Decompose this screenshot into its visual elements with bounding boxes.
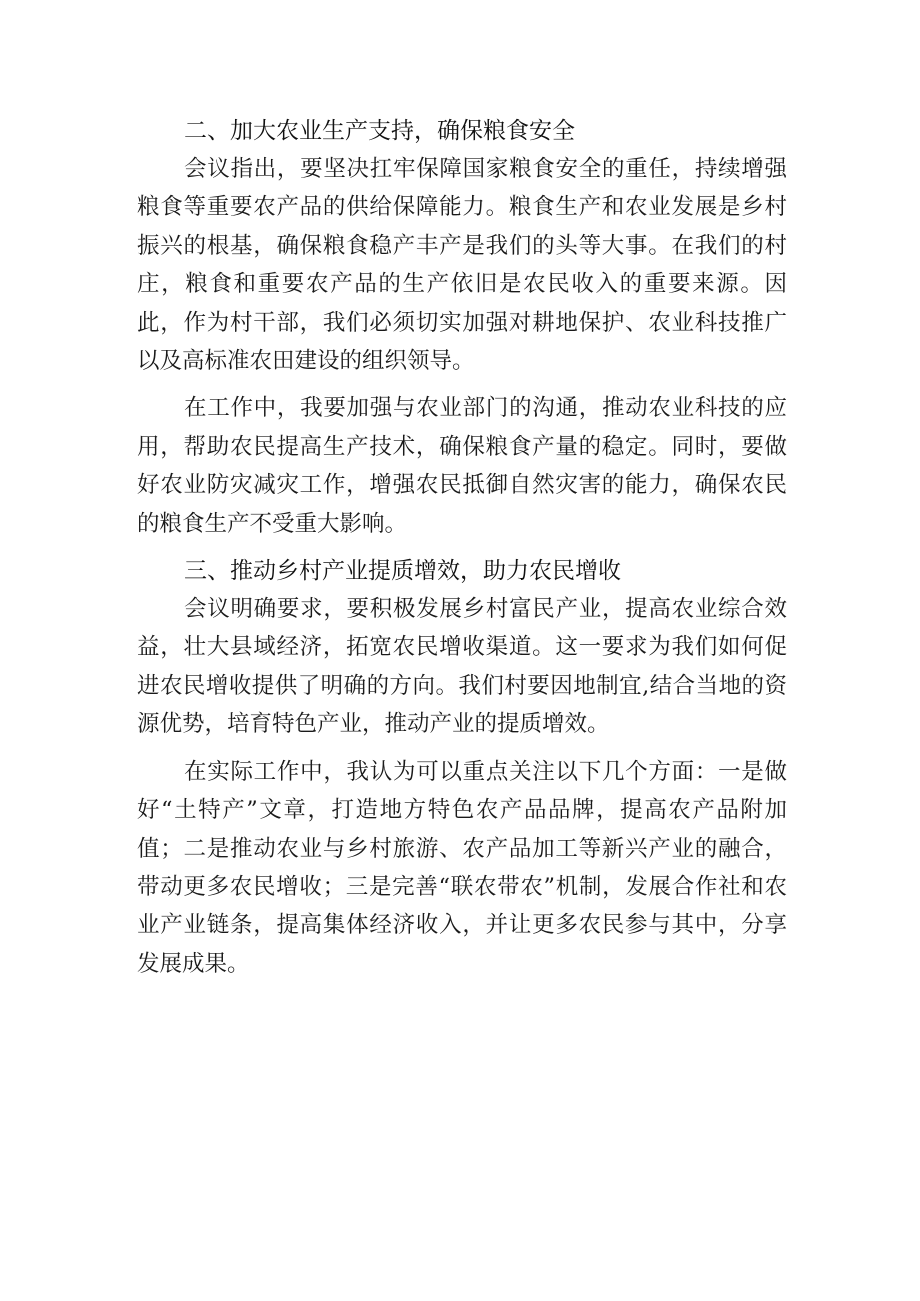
- section-3-paragraph-1: 会议明确要求，要积极发展乡村富民产业，提高农业综合效益，壮大县域经济，拓宽农民增收渠道。这一要求为我们如何促进农民增收提供了明确的方向。我们村要因地制宜,结合当地的资源优势，培育特色产业，推动产业的提质增效。: [137, 596, 787, 738]
- section-2-paragraph-1: 会议指出，要坚决扛牢保障国家粮食安全的重任，持续增强粮食等重要农产品的供给保障能力。粮食生产和农业发展是乡村振兴的根基，确保粮食稳产丰产是我们的头等大事。在我们的村庄，粮食和重要农产品的生产依旧是农民收入的重要来源。因此，作为村干部，我们必须切实加强对耕地保护、农业科技推广以及高标准农田建设的组织领导。: [137, 156, 787, 375]
- section-2-paragraph-2: 在工作中，我要加强与农业部门的沟通，推动农业科技的应用，帮助农民提高生产技术，确保粮食产量的稳定。同时，要做好农业防灾减灾工作，增强农民抵御自然灾害的能力，确保农民的粮食生产不受重大影响。: [137, 395, 787, 537]
- section-3-paragraph-2: 在实际工作中，我认为可以重点关注以下几个方面：一是做好“土特产”文章，打造地方特色农产品品牌，提高农产品附加值；二是推动农业与乡村旅游、农产品加工等新兴产业的融合，带动更多农民增收；三是完善“联农带农”机制，发展合作社和农业产业链条，提高集体经济收入，并让更多农民参与其中，分享发展成果。: [137, 758, 787, 977]
- section-heading-2: 二、加大农业生产支持，确保粮食安全: [184, 118, 575, 144]
- document-body: [137, 112, 787, 983]
- section-heading-3: 三、推动乡村产业提质增效，助力农民增收: [184, 558, 621, 585]
